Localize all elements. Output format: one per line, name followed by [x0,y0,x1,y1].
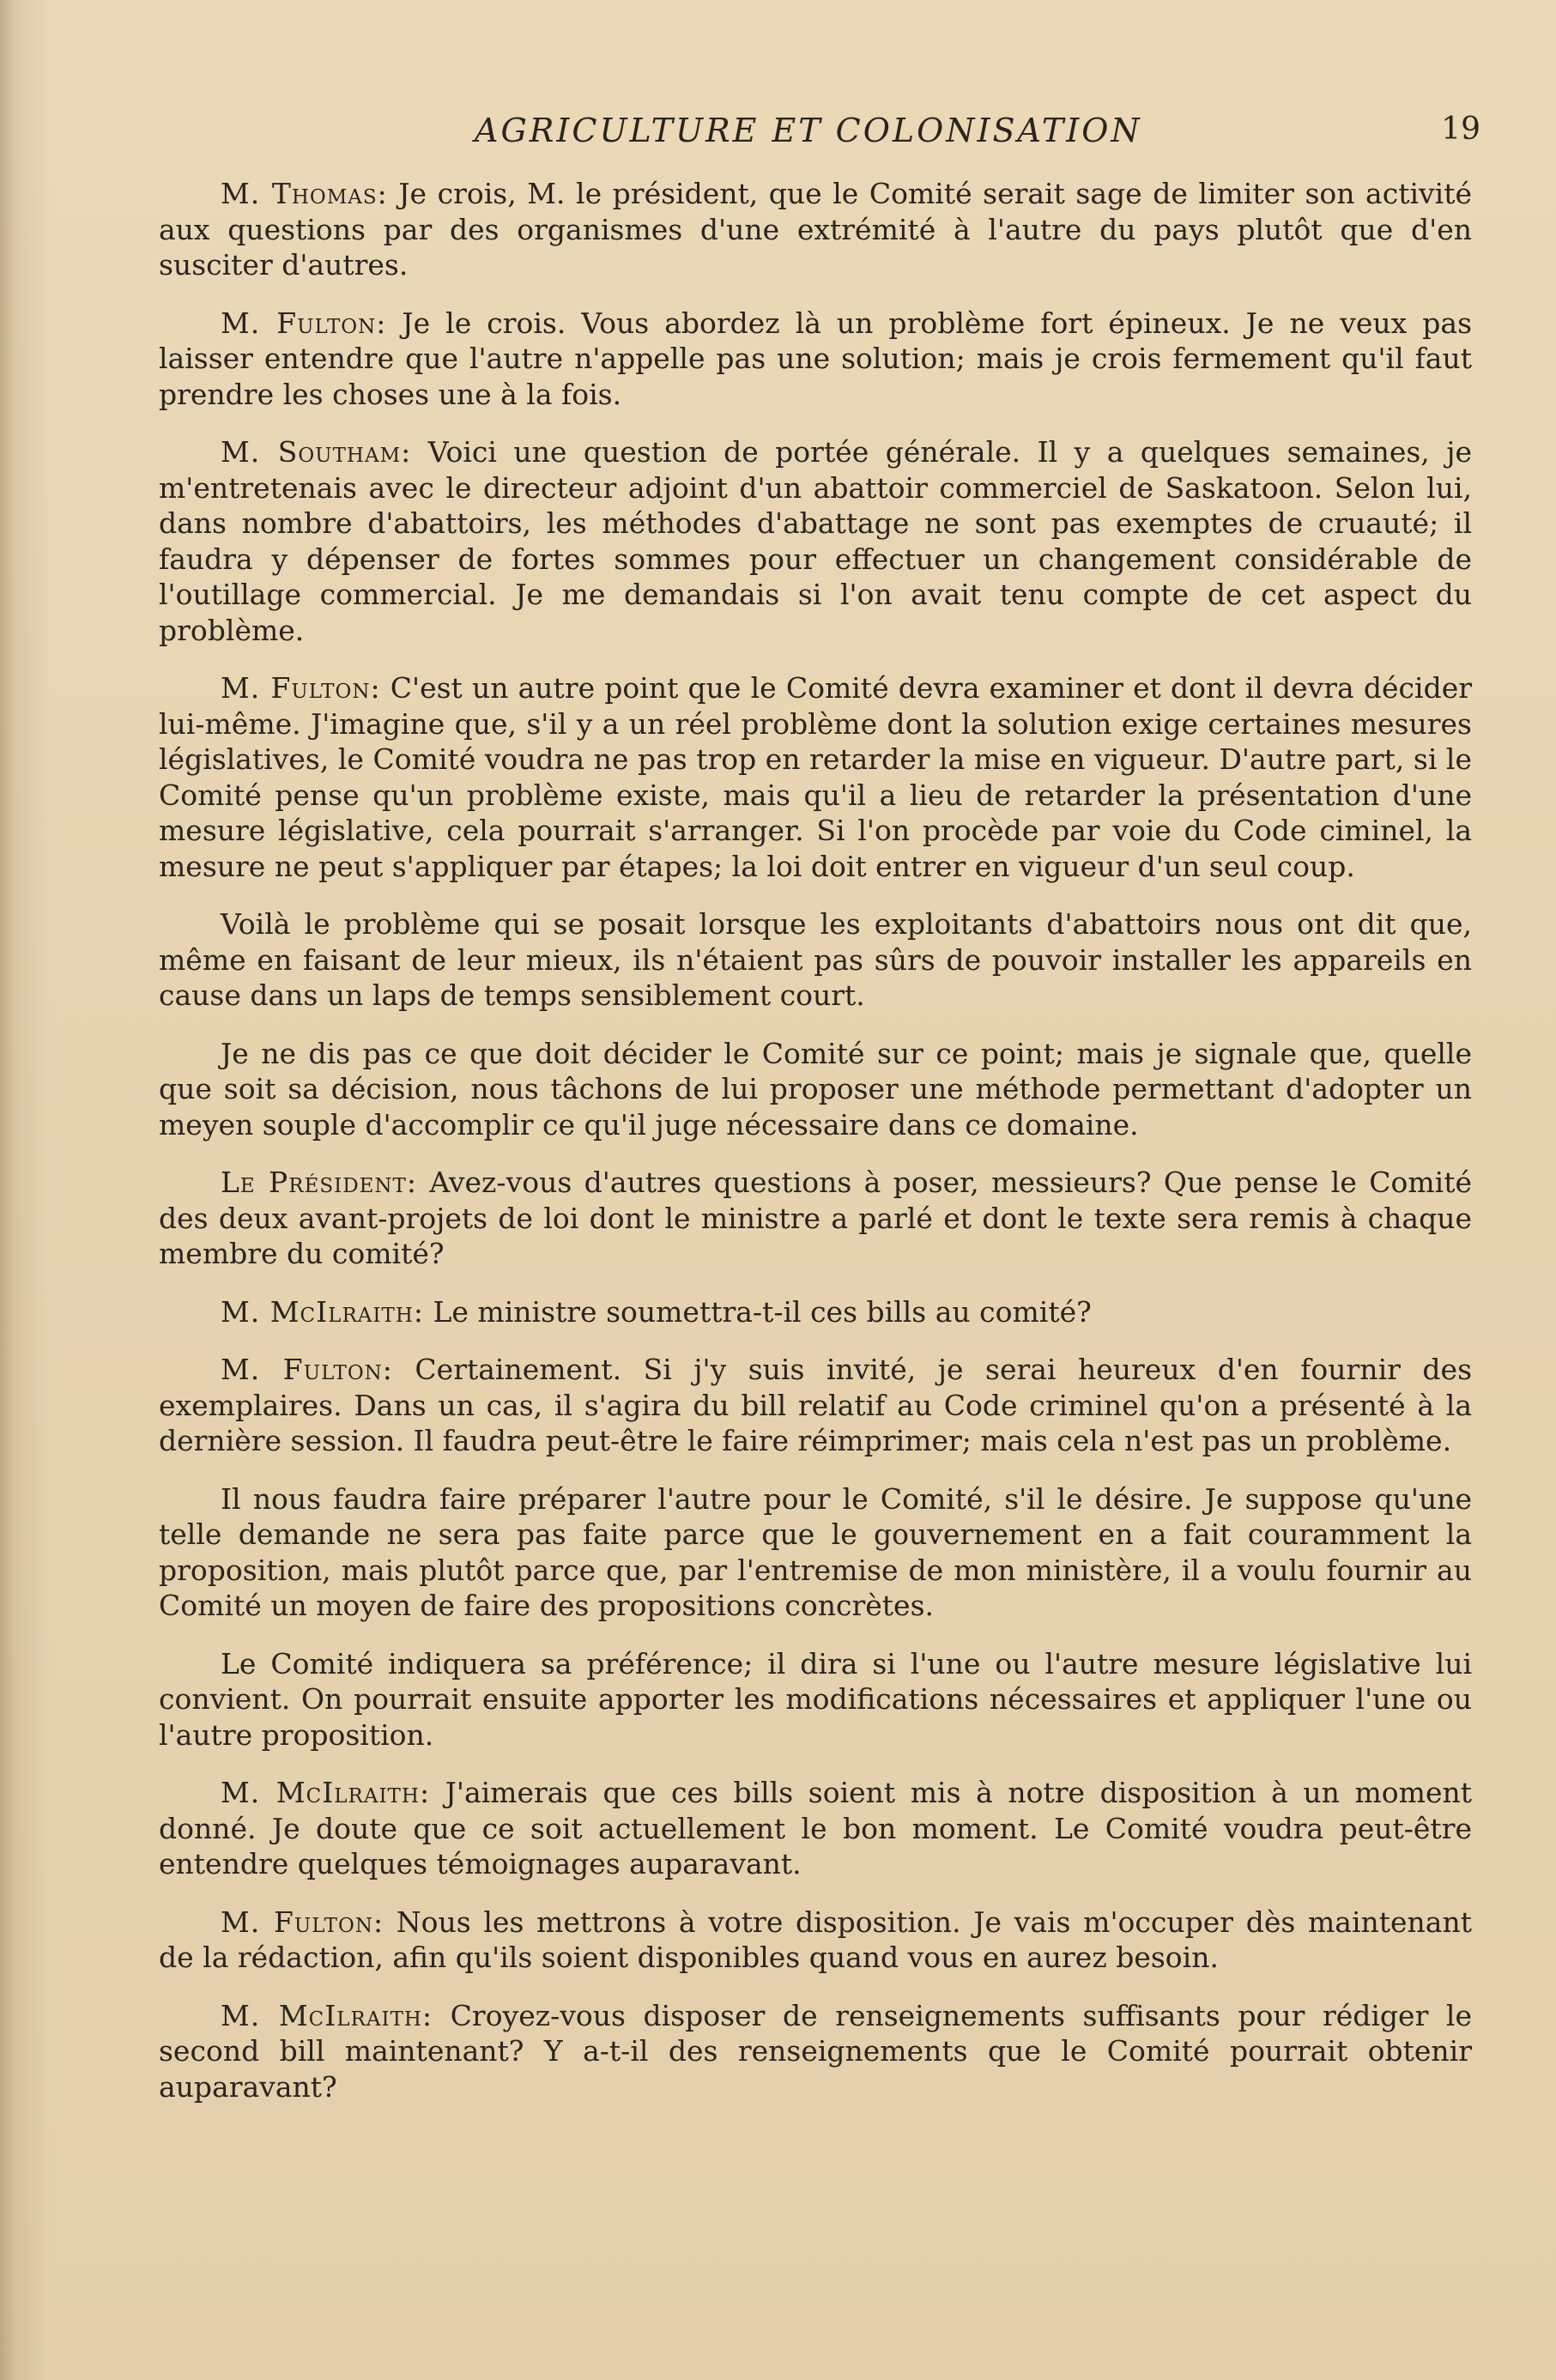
speaker-name: M. McIlraith: [221,1998,433,2032]
paragraph-text: Je crois, M. le président, que le Comité serait sage de limiter son activité aux questions par des organismes d'une extrémité à l'autre du pays plutôt que d'en susciter d'autres. [159,177,1472,282]
paragraph-text: Je le crois. Vous abordez là un problème fort épineux. Je ne veux pas laisser entendre que l'autre n'appelle pas une solution; mais je crois fermement qu'il faut prendre les choses une à la fois. [159,306,1472,411]
speaker-name: M. Thomas: [221,177,388,210]
paragraph-text: Voilà le problème qui se posait lorsque les exploitants d'abattoirs nous ont dit que, même en faisant de leur mieux, ils n'étaient pas sûrs de pouvoir installer les appareils en cause dans un laps de temps sensiblement court. [159,907,1472,1012]
paragraph [159,1294,1472,1330]
speaker-name: M. McIlraith: [221,1294,424,1329]
page-header [159,103,1498,163]
paragraph-text: Le Comité indiquera sa préférence; il dira si l'une ou l'autre mesure législative lui convient. On pourrait ensuite apporter les modifications nécessaires et appliquer l'une ou l'autre proposition. [159,1646,1472,1752]
paragraph-text: Le ministre soumettra-t-il ces bills au comité? [424,1294,1092,1329]
speaker-name: M. Fulton: [221,671,381,705]
paragraph-text: Avez-vous d'autres questions à poser, messieurs? Que pense le Comité des deux avant-projets de loi dont le ministre a parlé et dont le texte sera remis à chaque membre du comité? [159,1166,1472,1270]
paragraph [159,1775,1472,1882]
speaker-name: Le Président: [221,1166,418,1199]
paragraph [159,306,1472,413]
paragraph [159,1165,1472,1272]
paragraph [159,1481,1472,1624]
paragraph-text: Voici une question de portée générale. Il y a quelques semaines, je m'entretenais avec le directeur adjoint d'un abattoir commerciel de Saskatoon. Selon lui, dans nombre d'abattoirs, les méthodes d'abattage ne sont pas exemptes de cruauté; il faudra y dépenser de fortes sommes pour effectuer un changement considérable de l'outillage commercial. Je me demandais si l'on avait tenu compte de cet aspect du problème. [159,435,1472,647]
page-body [159,176,1472,2127]
page-number: 19 [1441,112,1480,147]
paragraph-text: Nous les mettrons à votre disposition. Je vais m'occuper dès maintenant de la rédaction, afin qu'ils soient disponibles quand vous en aurez besoin. [159,1905,1472,1974]
paragraph-text: Certainement. Si j'y suis invité, je serai heureux d'en fournir des exemplaires. Dans un cas, il s'agira du bill relatif au Code criminel qu'on a présenté à la dernière session. Il faudra peut-être le faire réimprimer; mais cela n'est pas un problème. [159,1353,1472,1457]
speaker-name: M. McIlraith: [221,1776,431,1809]
paragraph [159,1646,1472,1753]
running-title: AGRICULTURE ET COLONISATION [475,112,1142,149]
paragraph-text: Je ne dis pas ce que doit décider le Comité sur ce point; mais je signale que, quelle que soit sa décision, nous tâchons de lui proposer une méthode permettant d'adopter un meyen souple d'accomplir ce qu'il juge nécessaire dans ce domaine. [159,1036,1472,1142]
paragraph-text: J'aimerais que ces bills soient mis à notre disposition à un moment donné. Je doute que ce soit actuellement le bon moment. Le Comité voudra peut-être entendre quelques témoignages auparavant. [159,1776,1472,1880]
paragraph [159,906,1472,1014]
paragraph [159,1905,1472,1976]
speaker-name: M. Fulton: [221,1353,393,1386]
paragraph [159,670,1472,884]
paragraph-text: Il nous faudra faire préparer l'autre pour le Comité, s'il le désire. Je suppose qu'une telle demande ne sera pas faite parce que le gouvernement en a fait couramment la proposition, mais plutôt parce que, par l'entremise de mon ministère, il a voulu fournir au Comité un moyen de faire des propositions concrètes. [159,1481,1472,1622]
paragraph [159,434,1472,648]
speaker-name: M. Southam: [221,435,412,469]
paragraph [159,176,1472,283]
speaker-name: M. Fulton: [221,1905,384,1939]
paragraph [159,1352,1472,1459]
paragraph-text: Croyez-vous disposer de renseignements suffisants pour rédiger le second bill maintenant? Y a-t-il des renseignements que le Comité pourrait obtenir auparavant? [159,1998,1473,2104]
speaker-name: M. Fulton: [221,306,387,340]
paragraph-text: C'est un autre point que le Comité devra examiner et dont il devra décider lui-même. J'imagine que, s'il y a un réel problème dont la solution exige certaines mesures législatives, le Comité voudra ne pas trop en retarder la mise en vigueur. D'autre part, si le Comité pense qu'un problème existe, mais qu'il a lieu de retarder la présentation d'une mesure législative, cela pourrait s'arranger. Si l'on procède par voie du Code ciminel, la mesure ne peut s'appliquer par étapes; la loi doit entrer en vigueur d'un seul coup. [159,671,1473,883]
paragraph [159,1036,1472,1143]
paragraph [159,1998,1472,2105]
